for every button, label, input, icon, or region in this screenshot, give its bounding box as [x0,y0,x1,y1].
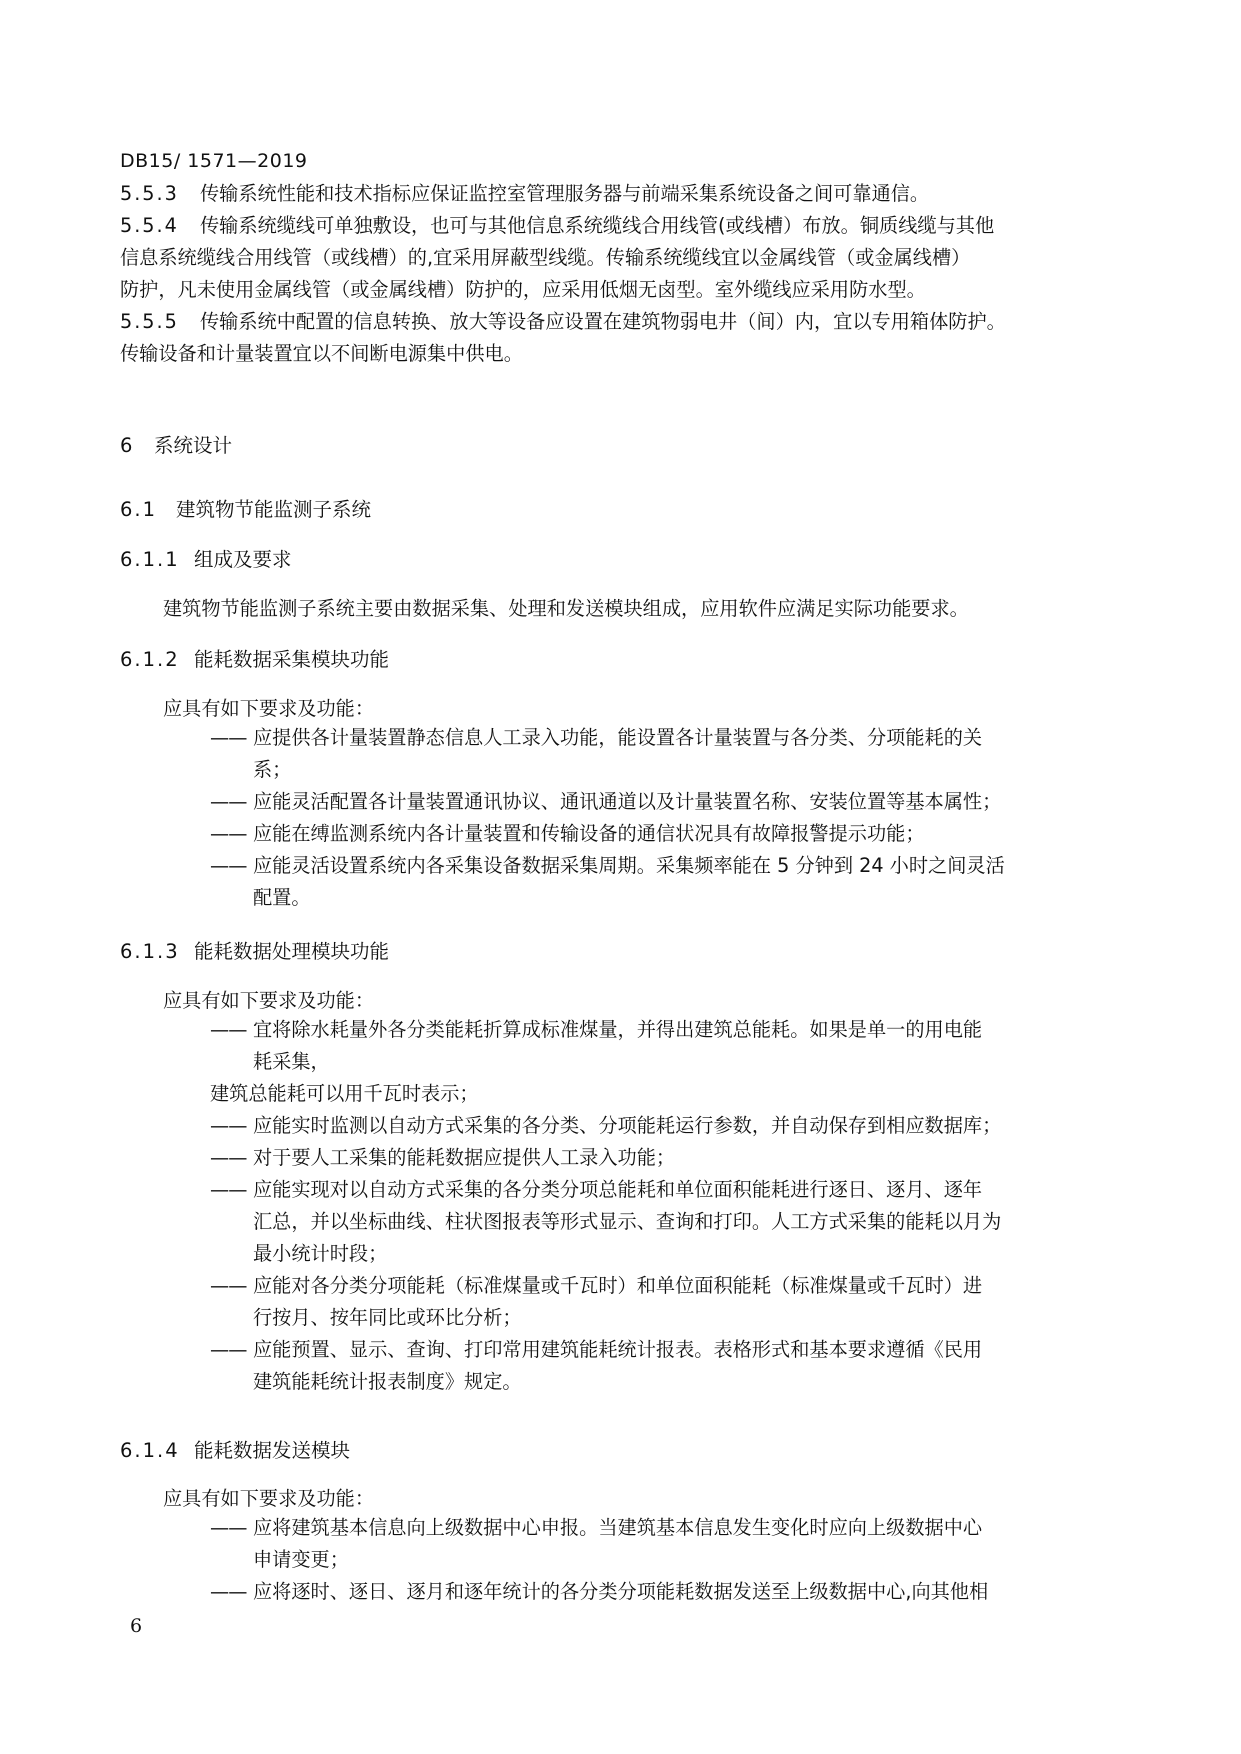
page-number: 6 [130,1615,143,1637]
heading-title: 能耗数据处理模块功能 [194,940,390,963]
item-text: 应能灵活配置各计量装置通讯协议、通讯通道以及计量装置名称、安装位置等基本属性； [253,790,1002,813]
list-item [210,1270,1130,1334]
item-text: 应能实现对以自动方式采集的各分类分项总能耗和单位面积能耗进行逐日、逐月、逐年 [253,1178,983,1201]
heading-title: 组成及要求 [194,548,292,571]
clause-5-5-3 [120,178,1120,210]
clause-5-5-4 [120,210,1120,306]
dash-mark: —— [210,854,247,877]
item-text: 应提供各计量装置静态信息人工录入功能，能设置各计量装置与各分类、分项能耗的关 [253,726,983,749]
heading-title: 能耗数据采集模块功能 [194,648,390,671]
intro-6-1-2: 应具有如下要求及功能： [163,697,375,720]
heading-number: 6.1.3 [120,940,180,963]
chapter-heading-6 [120,430,232,458]
list-item [210,850,1130,914]
list-continuation [210,1078,1130,1110]
item-text: 应能实时监测以自动方式采集的各分类、分项能耗运行参数，并自动保存到相应数据库； [253,1114,1002,1137]
dash-mark: —— [210,1338,247,1361]
list-item [210,786,1130,818]
list-item [210,1142,1130,1174]
heading-number: 6.1.4 [120,1439,180,1462]
item-text: 耗采集， [253,1050,330,1073]
clause-text: 传输系统性能和技术指标应保证监控室管理服务器与前端采集系统设备之间可靠通信。 [200,182,930,205]
subsection-heading-6-1-3 [120,936,389,964]
item-text: 建筑总能耗可以用千瓦时表示； [210,1082,479,1105]
item-text: 应能对各分类分项能耗（标准煤量或千瓦时）和单位面积能耗（标准煤量或千瓦时）进 [253,1274,983,1297]
list-item [210,1110,1130,1142]
clause-text: 传输系统缆线可单独敷设，也可与其他信息系统缆线合用线管(或线槽）布放。铜质线缆与其他 [200,214,995,237]
list-6-1-3 [210,1014,1130,1398]
list-6-1-2 [210,722,1130,914]
heading-number: 6.1.2 [120,648,180,671]
dash-mark: —— [210,1178,247,1201]
item-text: 建筑能耗统计报表制度》规定。 [253,1370,522,1393]
item-text: 应能预置、显示、查询、打印常用建筑能耗统计报表。表格形式和基本要求遵循《民用 [253,1338,983,1361]
item-text: 应能在缚监测系统内各计量装置和传输设备的通信状况具有故障报警提示功能； [253,822,925,845]
heading-title: 建筑物节能监测子系统 [176,498,372,521]
dash-mark: —— [210,1516,247,1539]
item-text: 应将逐时、逐日、逐月和逐年统计的各分类分项能耗数据发送至上级数据中心,向其他相 [253,1580,989,1603]
item-text: 对于要人工采集的能耗数据应提供人工录入功能； [253,1146,676,1169]
list-item [210,1174,1130,1270]
list-item [210,1576,1130,1608]
list-item [210,1512,1130,1576]
clause-text: 信息系统缆线合用线管（或线槽）的,宜采用屏蔽型线缆。传输系统缆线宜以金属线管（或金属线槽） [120,246,971,269]
item-text: 宜将除水耗量外各分类能耗折算成标准煤量，并得出建筑总能耗。如果是单一的用电能 [253,1018,983,1041]
clause-text: 防护，凡未使用金属线管（或金属线槽）防护的，应采用低烟无卤型。室外缆线应采用防水型。 [120,278,926,301]
heading-title: 系统设计 [154,434,233,457]
list-item [210,1014,1130,1078]
intro-6-1-4: 应具有如下要求及功能： [163,1487,375,1510]
subsection-heading-6-1-1 [120,544,292,572]
dash-mark: —— [210,1146,247,1169]
intro-6-1-3: 应具有如下要求及功能： [163,989,375,1012]
subsection-heading-6-1-2 [120,644,389,672]
dash-mark: —— [210,726,247,749]
document-code-header: DB15/ 1571—2019 [120,150,308,172]
heading-number: 6.1.1 [120,548,180,571]
clause-number: 5.5.4 [120,214,179,237]
item-text: 汇总，并以坐标曲线、柱状图报表等形式显示、查询和打印。人工方式采集的能耗以月为 [253,1210,1002,1233]
list-6-1-4 [210,1512,1130,1608]
dash-mark: —— [210,1018,247,1041]
clause-number: 5.5.5 [120,310,179,333]
dash-mark: —— [210,1580,247,1603]
item-text: 应将建筑基本信息向上级数据中心申报。当建筑基本信息发生变化时应向上级数据中心 [253,1516,983,1539]
dash-mark: —— [210,790,247,813]
heading-number: 6.1 [120,498,158,521]
list-item [210,1334,1130,1398]
item-text: 最小统计时段； [253,1242,388,1265]
dash-mark: —— [210,822,247,845]
subsection-heading-6-1-4 [120,1435,350,1463]
dash-mark: —— [210,1114,247,1137]
paragraph-6-1-1: 建筑物节能监测子系统主要由数据采集、处理和发送模块组成，应用软件应满足实际功能要求。 [163,597,969,620]
item-text: 系； [253,758,292,781]
clause-number: 5.5.3 [120,182,179,205]
clause-text: 传输设备和计量装置宜以不间断电源集中供电。 [120,342,523,365]
item-text: 行按月、按年同比或环比分析； [253,1306,522,1329]
item-text: 申请变更； [253,1548,349,1571]
heading-title: 能耗数据发送模块 [194,1439,351,1462]
section-heading-6-1 [120,494,371,522]
list-item [210,722,1130,786]
list-item [210,818,1130,850]
heading-number: 6 [120,434,135,457]
clause-5-5-5 [120,306,1120,370]
dash-mark: —— [210,1274,247,1297]
item-text: 应能灵活设置系统内各采集设备数据采集周期。采集频率能在 5 分钟到 24 小时之间灵活 [253,854,1005,877]
item-text: 配置。 [253,886,311,909]
clause-text: 传输系统中配置的信息转换、放大等设备应设置在建筑物弱电井（间）内，宜以专用箱体防护。 [200,310,1006,333]
